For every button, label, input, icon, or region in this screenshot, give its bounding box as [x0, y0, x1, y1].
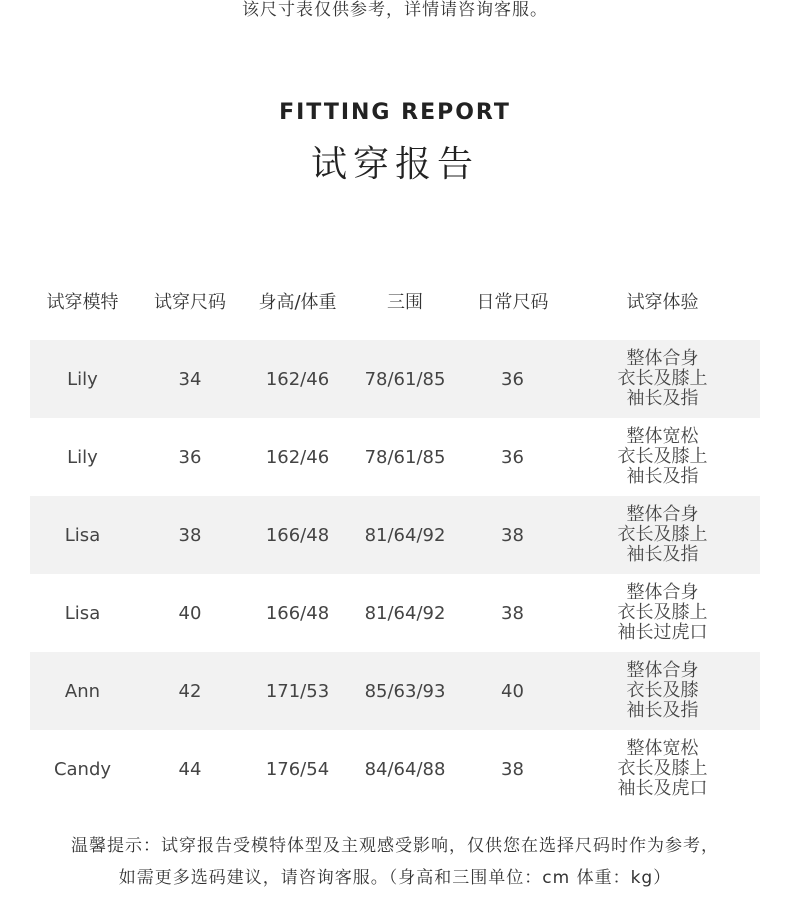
experience-line: 衣长及膝	[626, 680, 699, 701]
header-model: 试穿模特	[46, 292, 119, 313]
experience-line: 袖长过虎口	[617, 622, 708, 643]
cell-experience	[565, 496, 760, 574]
experience-line: 袖长及指	[626, 466, 699, 487]
cell-height-weight: 162/46	[265, 446, 330, 468]
cell-measurements: 78/61/85	[364, 446, 446, 468]
experience-line: 衣长及膝上	[617, 524, 708, 545]
experience-line: 整体宽松	[626, 738, 699, 759]
cell-model: Lisa	[30, 496, 135, 574]
table-row	[30, 730, 760, 808]
cell-size: 40	[178, 602, 202, 624]
header-daily-size: 日常尺码	[476, 292, 549, 313]
cell-size: 42	[135, 652, 245, 730]
experience-line: 袖长及指	[626, 388, 699, 409]
experience-line: 整体合身	[626, 348, 699, 369]
cell-experience	[565, 652, 760, 730]
table-header-row	[30, 262, 760, 340]
cell-daily-size: 38	[460, 496, 565, 574]
cell-height-weight: 166/48	[245, 496, 350, 574]
table-row	[30, 652, 760, 730]
footer-line-2: 如需更多选码建议，请咨询客服。（身高和三围单位：cm 体重：kg）	[118, 868, 672, 888]
experience-line: 袖长及指	[626, 700, 699, 721]
cell-size: 34	[135, 340, 245, 418]
heading-chinese: 试穿报告	[310, 144, 479, 185]
experience-line: 整体合身	[626, 582, 699, 603]
experience-line: 袖长及虎口	[617, 778, 708, 799]
cell-measurements: 81/64/92	[364, 602, 446, 624]
experience-line: 衣长及膝上	[617, 602, 708, 623]
top-note: 该尺寸表仅供参考，详情请咨询客服。	[242, 0, 548, 20]
header-height-weight: 身高/体重	[258, 292, 337, 313]
cell-daily-size: 38	[501, 602, 524, 624]
cell-height-weight: 176/54	[265, 758, 330, 780]
cell-daily-size: 40	[460, 652, 565, 730]
cell-experience	[565, 730, 760, 808]
heading-english: FITTING REPORT	[279, 100, 511, 125]
cell-experience	[565, 574, 760, 652]
header-size: 试穿尺码	[154, 292, 226, 313]
cell-model: Lily	[30, 340, 135, 418]
cell-daily-size: 38	[501, 758, 524, 780]
cell-model: Lisa	[64, 602, 101, 624]
cell-model: Candy	[53, 758, 112, 780]
experience-line: 整体合身	[626, 504, 699, 525]
footer-line-1: 温馨提示：试穿报告受模特体型及主观感受影响，仅供您在选择尺码时作为参考，	[71, 836, 719, 856]
header-experience: 试穿体验	[626, 292, 699, 313]
table-row	[30, 574, 760, 652]
cell-measurements: 84/64/88	[364, 758, 446, 780]
cell-height-weight: 162/46	[245, 340, 350, 418]
cell-size: 44	[178, 758, 202, 780]
experience-line: 整体合身	[626, 660, 699, 681]
cell-experience	[565, 340, 760, 418]
experience-line: 袖长及指	[626, 544, 699, 565]
cell-daily-size: 36	[460, 340, 565, 418]
footer-note	[0, 830, 790, 894]
cell-measurements: 81/64/92	[350, 496, 460, 574]
cell-height-weight: 166/48	[265, 602, 330, 624]
fitting-report-table	[30, 262, 760, 808]
cell-experience	[565, 418, 760, 496]
experience-line: 整体宽松	[626, 426, 699, 447]
header-measurements: 三围	[387, 292, 423, 313]
cell-size: 36	[178, 446, 202, 468]
cell-measurements: 78/61/85	[350, 340, 460, 418]
cell-model: Ann	[30, 652, 135, 730]
cell-height-weight: 171/53	[245, 652, 350, 730]
experience-line: 衣长及膝上	[617, 368, 708, 389]
cell-measurements: 85/63/93	[350, 652, 460, 730]
experience-line: 衣长及膝上	[617, 758, 708, 779]
cell-daily-size: 36	[501, 446, 524, 468]
table-row	[30, 340, 760, 418]
table-row	[30, 418, 760, 496]
cell-size: 38	[135, 496, 245, 574]
experience-line: 衣长及膝上	[617, 446, 708, 467]
cell-model: Lily	[67, 446, 98, 468]
table-row	[30, 496, 760, 574]
